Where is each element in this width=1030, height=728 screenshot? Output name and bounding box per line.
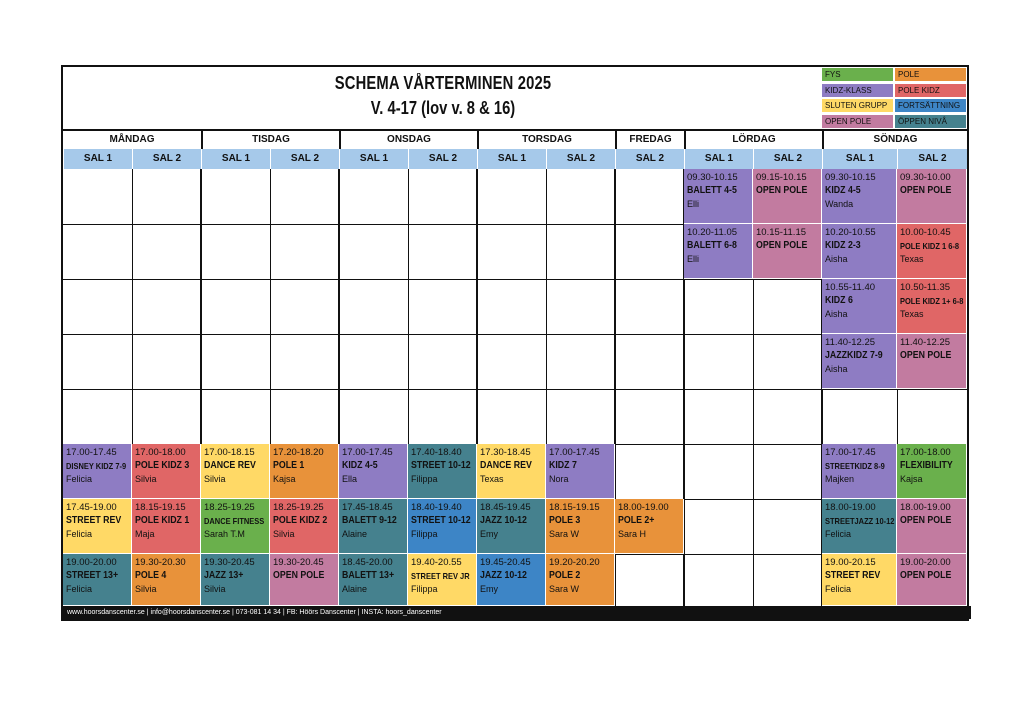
class-slot[interactable] bbox=[822, 334, 897, 389]
class-time: 18.15-19.15 bbox=[135, 502, 186, 513]
class-slot[interactable] bbox=[897, 279, 967, 334]
class-instructor: Silvia bbox=[135, 474, 157, 484]
class-slot[interactable] bbox=[897, 554, 967, 606]
class-instructor: Felicia bbox=[66, 474, 93, 484]
sal-header: SAL 2 bbox=[546, 149, 615, 169]
day-header: FREDAG bbox=[615, 129, 684, 149]
day-header: TISDAG bbox=[201, 129, 339, 149]
color-legend bbox=[821, 67, 967, 129]
class-name: STREET 10-12 bbox=[411, 460, 471, 471]
class-slot[interactable] bbox=[63, 554, 132, 606]
class-slot[interactable] bbox=[408, 499, 477, 554]
class-slot[interactable] bbox=[408, 554, 477, 606]
class-name: STREET 13+ bbox=[66, 570, 119, 581]
class-instructor: Felicia bbox=[825, 584, 852, 594]
class-time: 19.30-20.45 bbox=[273, 557, 324, 568]
class-slot[interactable] bbox=[822, 279, 897, 334]
class-slot[interactable] bbox=[477, 554, 546, 606]
day-header-row bbox=[63, 129, 967, 149]
class-slot[interactable] bbox=[546, 444, 615, 499]
class-instructor: Emy bbox=[480, 529, 498, 539]
class-name: OPEN POLE bbox=[273, 570, 325, 581]
class-time: 11.40-12.25 bbox=[825, 337, 876, 348]
class-name: BALETT 13+ bbox=[342, 570, 395, 581]
class-instructor: Alaine bbox=[342, 529, 368, 539]
class-instructor: Elli bbox=[687, 199, 700, 209]
class-name: POLE 4 bbox=[135, 570, 167, 581]
class-time: 18.00-19.00 bbox=[900, 502, 951, 513]
schedule-header bbox=[63, 67, 823, 129]
class-slot[interactable] bbox=[63, 444, 132, 499]
class-instructor: Alaine bbox=[342, 584, 368, 594]
sal-header: SAL 1 bbox=[63, 149, 132, 169]
class-time: 17.00-17.45 bbox=[342, 447, 393, 458]
class-time: 17.30-18.45 bbox=[480, 447, 531, 458]
class-time: 18.15-19.15 bbox=[549, 502, 600, 513]
class-time: 10.50-11.35 bbox=[900, 282, 951, 293]
class-instructor: Ella bbox=[342, 474, 358, 484]
legend-item: ÖPPEN NIVÅ bbox=[894, 114, 967, 129]
class-instructor: Sara W bbox=[549, 584, 580, 594]
class-name: BALETT 9-12 bbox=[342, 515, 397, 526]
class-time: 10.20-10.55 bbox=[825, 227, 876, 238]
class-name: POLE 2 bbox=[549, 570, 581, 581]
class-name: STREETKIDZ 8-9 bbox=[825, 461, 885, 471]
class-instructor: Kajsa bbox=[273, 474, 296, 484]
class-time: 17.00-17.45 bbox=[825, 447, 876, 458]
class-time: 18.25-19.25 bbox=[273, 502, 324, 513]
class-time: 11.40-12.25 bbox=[900, 337, 951, 348]
class-instructor: Felicia bbox=[66, 529, 93, 539]
class-slot[interactable] bbox=[684, 169, 753, 224]
legend-item: POLE bbox=[894, 67, 967, 82]
class-slot[interactable] bbox=[477, 444, 546, 499]
sal-header: SAL 2 bbox=[897, 149, 967, 169]
class-time: 17.00-18.00 bbox=[900, 447, 951, 458]
class-name: KIDZ 4-5 bbox=[825, 185, 861, 196]
class-slot[interactable] bbox=[897, 169, 967, 224]
class-name: DANCE FITNESS bbox=[204, 516, 265, 526]
class-instructor: Wanda bbox=[825, 199, 854, 209]
class-instructor: Silvia bbox=[204, 584, 226, 594]
class-slot[interactable] bbox=[63, 499, 132, 554]
sal-header: SAL 1 bbox=[477, 149, 546, 169]
sal-header: SAL 2 bbox=[132, 149, 201, 169]
class-instructor: Felicia bbox=[66, 584, 93, 594]
class-instructor: Filippa bbox=[411, 584, 438, 594]
class-time: 19.45-20.45 bbox=[480, 557, 531, 568]
class-time: 10.55-11.40 bbox=[825, 282, 876, 293]
class-time: 17.40-18.40 bbox=[411, 447, 462, 458]
class-time: 09.30-10.00 bbox=[900, 172, 951, 183]
class-time: 09.30-10.15 bbox=[825, 172, 876, 183]
sal-header-row bbox=[63, 149, 967, 169]
class-time: 17.45-18.45 bbox=[342, 502, 393, 513]
legend-item: KIDZ-KLASS bbox=[821, 83, 894, 98]
class-slot[interactable] bbox=[822, 444, 897, 499]
grid-divider bbox=[63, 389, 967, 390]
class-name: POLE KIDZ 3 bbox=[135, 460, 190, 471]
class-name: STREET REV bbox=[66, 515, 122, 526]
legend-item: FORTSÄTTNING bbox=[894, 98, 967, 113]
class-name: STREETJAZZ 10-12 bbox=[825, 516, 895, 526]
class-name: DANCE REV bbox=[480, 460, 532, 471]
class-time: 19.40-20.55 bbox=[411, 557, 462, 568]
sal-header: SAL 2 bbox=[270, 149, 339, 169]
class-slot[interactable] bbox=[132, 554, 201, 606]
class-time: 17.00-18.15 bbox=[204, 447, 255, 458]
class-time: 18.25-19.25 bbox=[204, 502, 255, 513]
class-time: 09.15-10.15 bbox=[756, 172, 807, 183]
class-slot[interactable] bbox=[684, 224, 753, 279]
class-instructor: Kajsa bbox=[900, 474, 923, 484]
class-time: 17.00-17.45 bbox=[549, 447, 600, 458]
class-instructor: Filippa bbox=[411, 529, 438, 539]
class-time: 17.45-19.00 bbox=[66, 502, 117, 513]
class-time: 09.30-10.15 bbox=[687, 172, 738, 183]
day-header: ONSDAG bbox=[339, 129, 477, 149]
class-name: BALETT 4-5 bbox=[687, 185, 737, 196]
sal-header: SAL 1 bbox=[822, 149, 897, 169]
class-slot[interactable] bbox=[339, 444, 408, 499]
class-slot[interactable] bbox=[822, 554, 897, 606]
class-name: OPEN POLE bbox=[900, 185, 952, 196]
class-time: 17.00-18.00 bbox=[135, 447, 186, 458]
class-slot[interactable] bbox=[897, 444, 967, 499]
class-instructor: Sara W bbox=[549, 529, 580, 539]
class-slot[interactable] bbox=[546, 499, 615, 554]
class-slot[interactable] bbox=[477, 499, 546, 554]
class-instructor: Emy bbox=[480, 584, 498, 594]
class-name: STREET REV JR bbox=[411, 571, 470, 581]
day-header: LÖRDAG bbox=[684, 129, 822, 149]
class-instructor: Nora bbox=[549, 474, 569, 484]
schedule-title: SCHEMA VÅRTERMINEN 2025 bbox=[334, 73, 552, 93]
class-instructor: Majken bbox=[825, 474, 855, 484]
class-name: KIDZ 2-3 bbox=[825, 240, 861, 251]
class-time: 10.00-10.45 bbox=[900, 227, 951, 238]
class-name: POLE KIDZ 1 6-8 bbox=[900, 241, 960, 251]
class-name: STREET 10-12 bbox=[411, 515, 471, 526]
class-slot[interactable] bbox=[897, 334, 967, 389]
class-slot[interactable] bbox=[270, 444, 339, 499]
class-name: JAZZ 13+ bbox=[204, 570, 244, 581]
day-header: TORSDAG bbox=[477, 129, 615, 149]
class-name: KIDZ 7 bbox=[549, 460, 577, 471]
class-name: DISNEY KIDZ 7-9 bbox=[66, 461, 127, 471]
class-instructor: Texas bbox=[480, 474, 504, 484]
class-time: 18.40-19.40 bbox=[411, 502, 462, 513]
class-instructor: Silvia bbox=[273, 529, 295, 539]
class-instructor: Filippa bbox=[411, 474, 438, 484]
class-time: 18.00-19.00 bbox=[825, 502, 876, 513]
class-instructor: Maja bbox=[135, 529, 155, 539]
legend-item: POLE KIDZ bbox=[894, 83, 967, 98]
class-instructor: Silvia bbox=[204, 474, 226, 484]
class-slot[interactable] bbox=[201, 499, 270, 554]
class-slot[interactable] bbox=[897, 224, 967, 279]
day-header: MÅNDAG bbox=[63, 129, 201, 149]
class-name: POLE 2+ bbox=[618, 515, 655, 526]
class-time: 19.00-20.00 bbox=[66, 557, 117, 568]
class-name: STREET REV bbox=[825, 570, 881, 581]
class-slot[interactable] bbox=[822, 499, 897, 554]
class-name: OPEN POLE bbox=[900, 570, 952, 581]
class-instructor: Sara H bbox=[618, 529, 647, 539]
class-time: 17.20-18.20 bbox=[273, 447, 324, 458]
class-name: JAZZKIDZ 7-9 bbox=[825, 350, 883, 361]
class-instructor: Aisha bbox=[825, 364, 848, 374]
sal-header: SAL 1 bbox=[339, 149, 408, 169]
class-instructor: Aisha bbox=[825, 254, 848, 264]
class-slot[interactable] bbox=[132, 444, 201, 499]
class-name: FLEXIBILITY bbox=[900, 460, 953, 471]
class-name: OPEN POLE bbox=[900, 515, 952, 526]
class-time: 19.20-20.20 bbox=[549, 557, 600, 568]
class-name: KIDZ 6 bbox=[825, 295, 853, 306]
sal-header: SAL 2 bbox=[615, 149, 684, 169]
class-name: OPEN POLE bbox=[756, 240, 808, 251]
class-instructor: Silvia bbox=[135, 584, 157, 594]
class-time: 18.45-20.00 bbox=[342, 557, 393, 568]
class-slot[interactable] bbox=[615, 499, 684, 554]
class-slot[interactable] bbox=[132, 499, 201, 554]
class-instructor: Felicia bbox=[825, 529, 852, 539]
class-time: 18.45-19.45 bbox=[480, 502, 531, 513]
class-slot[interactable] bbox=[201, 554, 270, 606]
class-name: POLE KIDZ 1 bbox=[135, 515, 190, 526]
legend-item: SLUTEN GRUPP bbox=[821, 98, 894, 113]
class-name: JAZZ 10-12 bbox=[480, 570, 527, 581]
class-name: POLE KIDZ 2 bbox=[273, 515, 328, 526]
class-instructor: Elli bbox=[687, 254, 700, 264]
class-slot[interactable] bbox=[339, 554, 408, 606]
legend-item: OPEN POLE bbox=[821, 114, 894, 129]
class-time: 10.20-11.05 bbox=[687, 227, 738, 238]
schedule-sheet bbox=[61, 65, 969, 621]
class-time: 10.15-11.15 bbox=[756, 227, 807, 238]
class-time: 19.00-20.15 bbox=[825, 557, 876, 568]
class-instructor: Texas bbox=[900, 309, 924, 319]
class-name: POLE 3 bbox=[549, 515, 581, 526]
class-name: POLE 1 bbox=[273, 460, 305, 471]
class-slot[interactable] bbox=[339, 499, 408, 554]
class-name: DANCE REV bbox=[204, 460, 256, 471]
schedule-subtitle: V. 4-17 (lov v. 8 & 16) bbox=[370, 98, 516, 118]
class-name: BALETT 6-8 bbox=[687, 240, 737, 251]
class-time: 18.00-19.00 bbox=[618, 502, 669, 513]
class-instructor: Texas bbox=[900, 254, 924, 264]
class-slot[interactable] bbox=[822, 169, 897, 224]
sal-header: SAL 1 bbox=[201, 149, 270, 169]
class-slot[interactable] bbox=[822, 224, 897, 279]
schedule-grid bbox=[63, 169, 967, 606]
contact-footer: www.hoorsdanscenter.se | info@hoorsdanscenter.se | 073-081 14 34 | FB: Höörs Danscenter | INSTA: hoors_danscenter bbox=[63, 606, 971, 619]
sal-header: SAL 2 bbox=[753, 149, 822, 169]
class-time: 19.00-20.00 bbox=[900, 557, 951, 568]
sal-header: SAL 1 bbox=[684, 149, 753, 169]
class-slot[interactable] bbox=[408, 444, 477, 499]
class-name: OPEN POLE bbox=[900, 350, 952, 361]
day-header: SÖNDAG bbox=[822, 129, 967, 149]
class-time: 17.00-17.45 bbox=[66, 447, 117, 458]
class-slot[interactable] bbox=[753, 169, 822, 224]
class-name: OPEN POLE bbox=[756, 185, 808, 196]
class-slot[interactable] bbox=[270, 554, 339, 606]
class-name: KIDZ 4-5 bbox=[342, 460, 378, 471]
legend-item: FYS bbox=[821, 67, 894, 82]
class-time: 19.30-20.45 bbox=[204, 557, 255, 568]
class-slot[interactable] bbox=[270, 499, 339, 554]
class-slot[interactable] bbox=[753, 224, 822, 279]
class-slot[interactable] bbox=[897, 499, 967, 554]
class-name: JAZZ 10-12 bbox=[480, 515, 527, 526]
class-slot[interactable] bbox=[201, 444, 270, 499]
class-time: 19.30-20.30 bbox=[135, 557, 186, 568]
class-instructor: Sarah T.M bbox=[204, 529, 245, 539]
sal-header: SAL 2 bbox=[408, 149, 477, 169]
class-instructor: Aisha bbox=[825, 309, 848, 319]
class-slot[interactable] bbox=[546, 554, 615, 606]
class-name: POLE KIDZ 1+ 6-8 bbox=[900, 296, 964, 306]
